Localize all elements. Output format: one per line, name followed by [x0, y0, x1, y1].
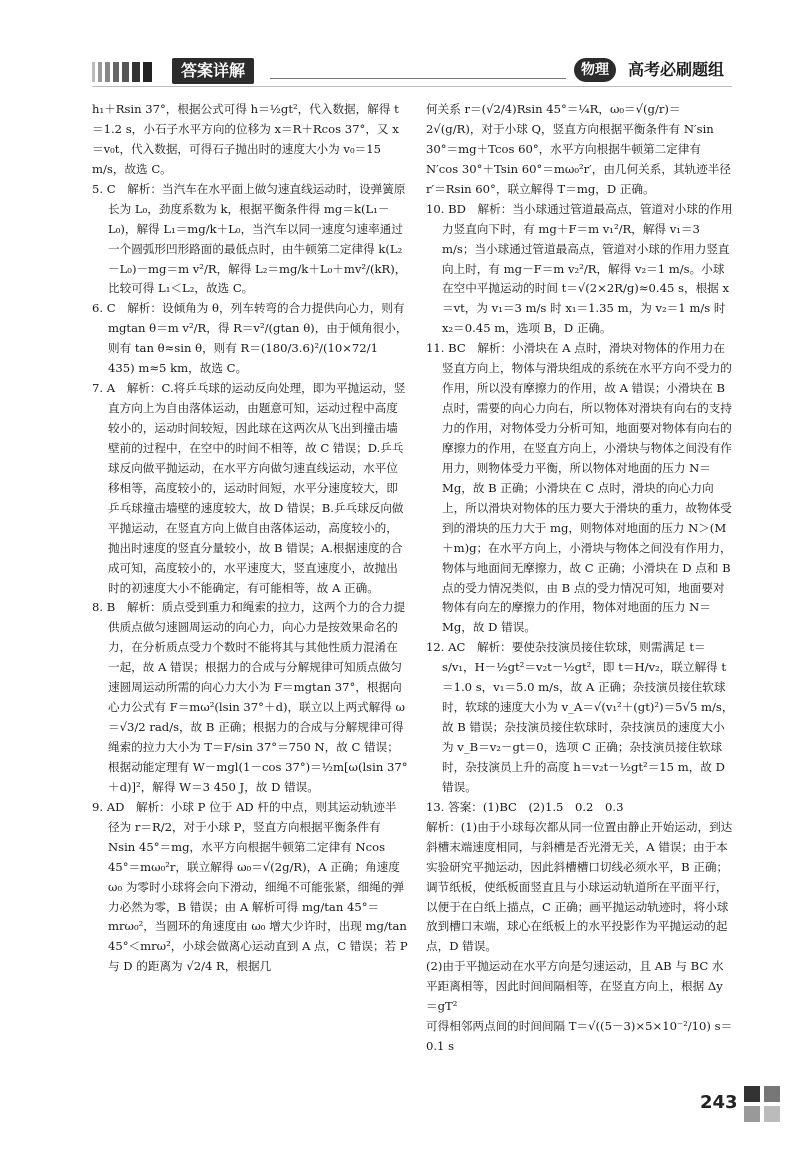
header-decoration-bars: [92, 62, 152, 82]
section-label: 答案详解: [172, 58, 254, 84]
left-column: [92, 100, 408, 977]
header-underline: [92, 86, 732, 87]
right-column: [426, 100, 734, 1057]
page-number: 243: [700, 1092, 738, 1113]
header-rule: [270, 78, 566, 79]
answer-item-12: 12. AC 解析：要使杂技演员接住软球，则需满足 t＝s/v₁，H－½gt²＝v₂t－½gt²，即 t＝H/v₂，联立解得 t＝1.0 s，v₁＝5.0 m/s，故 A 正确；杂技演员接住软球时，软球的速度大小为 v_A＝√(v₁²＋(gt)²)＝5√5 m/s，故 B 错误；杂技演员接住软球时，杂技演员的速度大小为 v_B＝v₂－gt＝0，选项 C 正确；杂技演员接住软球时，杂技演员上升的高度 h＝v₂t－½gt²＝15 m，故 D 错误。: [426, 640, 734, 794]
answer-item-6: 6. C 解析：设倾角为 θ，列车转弯的合力提供向心力，则有 mgtan θ＝m v²/R，得 R＝v²/(gtan θ)，由于倾角很小，则有 tan θ≈sin θ，则有 R＝(180/3.6)²/(10×72/1 435) m≈5 km，故选 C。: [92, 301, 408, 376]
answer-item-13-explanation-1: 解析：(1)由于小球每次都从同一位置由静止开始运动，到达斜槽末端速度相同，与斜槽是否光滑无关，A 错误；由于本实验研究平抛运动，因此斜槽槽口切线必须水平，B 正确；调节纸板，使纸板面竖直且与小球运动轨道所在平面平行，以便于在白纸上描点，C 正确；画平抛运动轨迹时，将小球放到槽口末端，球心在纸板上的水平投影作为平抛运动的起点，D 错误。: [426, 819, 733, 954]
answer-item-7: 7. A 解析：C.将乒乓球的运动反向处理，即为平抛运动，竖直方向上为自由落体运动，由题意可知，运动过程中高度较小的，运动时间较短，因此球在这两次从飞出到撞击墙壁前的过程中，在空中的时间不相等，故 C 错误；D.乒乓球反向做平抛运动，在水平方向做匀速直线运动，水平位移相等，高度较小的，运动时间短，水平分速度较大，即乒乓球撞击墙壁的速度较大，故 D 错误；B.乒乓球反向做平抛运动，在竖直方向上做自由落体运动，高度较小的，抛出时速度的竖直分量较小，故 B 错误；A.根据速度的合成可知，高度较小的，水平速度大，竖直速度小，故抛出时的初速度大小不能确定，有可能相等，故 A 正确。: [92, 381, 406, 595]
answer-item-9-cont: 何关系 r＝(√2/4)Rsin 45°＝¼R，ω₀＝√(g/r)＝2√(g/R)，对于小球 Q，竖直方向根据平衡条件有 N′sin 30°＝mg＋Tcos 60°，水平方向根据牛顿第二定律有 N′cos 30°＋Tsin 60°＝mω₀²r′，由几何关系，其轨迹半径 r′＝Rsin 60°，联立解得 T＝mg，D 正确。: [426, 102, 731, 196]
answer-item-5: 5. C 解析：当汽车在水平面上做匀速直线运动时，设弹簧原长为 L₀，劲度系数为 k，根据平衡条件得 mg＝k(L₁－L₀)，解得 L₁＝mg/k＋L₀，当汽车以同一速度匀速率通过一个圆弧形凹形路面的最低点时，由牛顿第二定律得 k(L₂－L₀)－mg＝m v²/R，解得 L₂＝mg/k＋L₀＋mv²/(kR)，比较可得 L₁＜L₂，故选 C。: [92, 181, 407, 296]
answer-item-13-explanation-2: (2)由于平抛运动在水平方向是匀速运动，且 AB 与 BC 水平距离相等，因此时间间隔相等，在竖直方向上，根据 Δy＝gT²: [426, 959, 724, 1014]
subject-badge: 物理: [574, 58, 616, 82]
series-title: 高考必刷题组: [628, 60, 725, 79]
answer-item-9: 9. AD 解析：小球 P 位于 AD 杆的中点，则其运动轨迹半径为 r＝R/2，对于小球 P，竖直方向根据平衡条件有 Nsin 45°＝mg，水平方向根据牛顿第二定律有 Ncos 45°＝mω₀²r，联立解得 ω₀＝√(2g/R)，A 正确；角速度 ω₀ 为零时小球将会向下滑动，细绳不可能张紧，细绳的弹力必然为零，B 错误；由 A 解析可得 mg/tan 45°＝mrω₀²，当圆环的角速度由 ω₀ 增大少许时，出现 mg/tan 45°＜mrω²，小球会做离心运动直到 A 点，C 错误；若 P 与 D 的距离为 √2/4 R，根据几: [92, 799, 408, 974]
page-header: [0, 0, 800, 92]
answer-paragraph-4-cont: h₁＋Rsin 37°，根据公式可得 h＝½gt²，代入数据，解得 t＝1.2 s，小石子水平方向的位移为 x＝R＋Rcos 37°，又 x＝v₀t，代入数据，可得石子抛出时的速度大小为 v₀＝15 m/s，故选 C。: [92, 102, 399, 176]
answer-item-13-explanation-3: 可得相邻两点间的时间间隔 T＝√((5－3)×5×10⁻²/10) s＝0.1 s: [426, 1019, 733, 1054]
answer-item-10: 10. BD 解析：当小球通过管道最高点，管道对小球的作用力竖直向下时，有 mg＋F＝m v₁²/R，解得 v₁＝3 m/s；当小球通过管道最高点，管道对小球的作用力竖直向上时，有 mg－F＝m v₂²/R，解得 v₂＝1 m/s。小球在空中平抛运动的时间 t＝√(2×2R/g)≈0.45 s，根据 x＝vt，为 v₁＝3 m/s 时 x₁＝1.35 m，为 v₂＝1 m/s 时 x₂＝0.45 m，选项 B，D 正确。: [426, 201, 733, 336]
answer-item-11: 11. BC 解析：小滑块在 A 点时，滑块对物体的作用力在竖直方向上，物体与滑块组成的系统在水平方向不受力的作用，所以没有摩擦力的作用，故 A 错误；小滑块在 B 点时，需要的向心力向右，所以物体对滑块有向右的支持力的作用，对物体受力分析可知，地面要对物体有向右的摩擦力的作用，在竖直方向上，小滑块与物体之间没有作用力，则物体受力平衡，所以物体对地面的压力 N＝Mg，故 B 正确；小滑块在 C 点时，滑块的向心力向上，所以滑块对物体的压力要大于滑块的重力，故物体受到的滑块的压力大于 mg，则物体对地面的压力 N＞(M＋m)g；在水平方向上，小滑块与物体之间没有作用力，物体与地面间无摩擦力，故 C 正确；小滑块在 D 点和 B 点的受力情况类似，由 B 点的受力情况可知，地面要对物体有向左的摩擦力的作用，物体对地面的压力 N＝Mg，故 D 错误。: [426, 341, 732, 635]
answer-item-13: 13. 答案：(1)BC (2)1.5 0.2 0.3: [426, 799, 624, 814]
corner-decoration: [736, 1080, 800, 1157]
answer-item-8: 8. B 解析：质点受到重力和绳索的拉力，这两个力的合力提供质点做匀速圆周运动的向心力，向心力是按效果命名的力，在分析质点受力个数时不能将其与其他性质力混淆在一起，故 A 错误；根据力的合成与分解规律可知质点做匀速圆周运动所需的向心力大小为 F＝mgtan 37°，根据向心力公式有 F＝mω²(lsin 37°＋d)，联立以上两式解得 ω＝√3/2 rad/s，故 B 正确；根据力的合成与分解规律可得绳索的拉力大小为 T＝F/sin 37°＝750 N，故 C 错误；根据动能定理有 W－mgl(1－cos 37°)＝½m[ω(lsin 37°＋d)]²，解得 W＝3 450 J，故 D 错误。: [92, 600, 408, 794]
